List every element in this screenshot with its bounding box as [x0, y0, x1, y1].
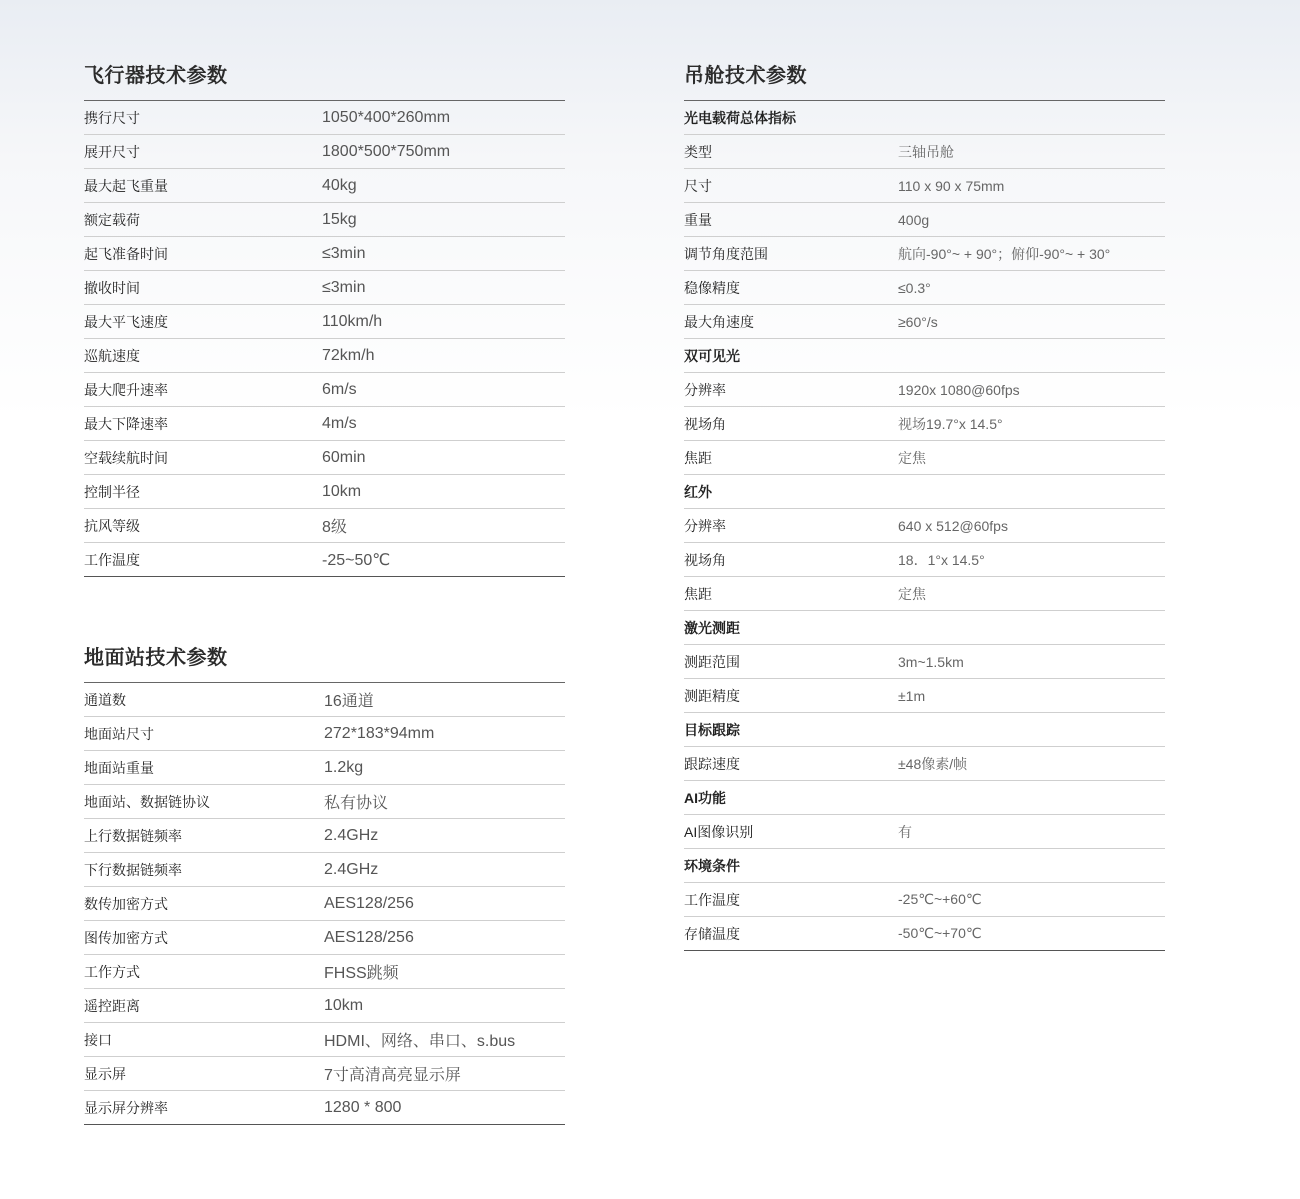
spec-row	[84, 1091, 565, 1125]
spec-row	[684, 815, 1165, 849]
spec-group-row	[684, 611, 1165, 645]
spec-value: 2.4GHz	[324, 860, 379, 878]
spec-row	[84, 853, 565, 887]
spec-value: 定焦	[898, 449, 926, 466]
spec-value: 4m/s	[322, 414, 357, 432]
spec-row	[684, 509, 1165, 543]
spec-value: 7寸高清高亮显示屏	[324, 1067, 461, 1084]
spec-row	[684, 679, 1165, 713]
spec-label: 工作温度	[684, 891, 740, 908]
spec-value: ±48像素/帧	[898, 755, 968, 772]
spec-row	[684, 441, 1165, 475]
spec-label: 数传加密方式	[84, 895, 168, 912]
ground-station-spec-title: 地面站技术参数	[84, 647, 228, 669]
spec-value: 三轴吊舱	[898, 143, 954, 160]
spec-value: 1800*500*750mm	[322, 142, 451, 160]
spec-value: 私有协议	[324, 795, 389, 812]
spec-row	[84, 819, 565, 853]
spec-row	[84, 955, 565, 989]
spec-value: 18．1°x 14.5°	[898, 551, 985, 568]
spec-row	[84, 441, 565, 475]
spec-row	[84, 887, 565, 921]
spec-label: 最大下降速率	[84, 415, 168, 432]
spec-label: 工作温度	[84, 551, 140, 568]
spec-value: 10km	[324, 996, 364, 1014]
spec-label: 巡航速度	[84, 347, 140, 364]
spec-value: 15kg	[322, 210, 357, 228]
spec-label: 存储温度	[684, 925, 740, 942]
spec-value: 1.2kg	[324, 758, 364, 776]
ground-station-spec-table	[84, 682, 565, 1125]
spec-label: 最大起飞重量	[84, 177, 168, 194]
spec-label: 工作方式	[84, 963, 140, 980]
spec-row	[84, 169, 565, 203]
spec-label: 图传加密方式	[84, 929, 168, 946]
spec-row	[684, 237, 1165, 271]
spec-row	[684, 883, 1165, 917]
spec-row	[84, 717, 565, 751]
spec-label: 分辨率	[684, 381, 726, 398]
spec-label: 测距精度	[684, 687, 740, 704]
spec-row	[684, 135, 1165, 169]
aircraft-spec-title: 飞行器技术参数	[84, 65, 228, 87]
spec-value: 110km/h	[322, 312, 383, 330]
spec-label: 跟踪速度	[684, 755, 740, 772]
spec-row	[84, 921, 565, 955]
spec-label: 最大角速度	[684, 313, 754, 330]
spec-value: 视场19.7°x 14.5°	[898, 415, 1003, 432]
spec-value: -25℃~+60℃	[898, 891, 982, 907]
spec-value: 1920x 1080@60fps	[898, 381, 1020, 398]
spec-label: 重量	[684, 211, 712, 228]
spec-value: AES128/256	[324, 928, 414, 946]
spec-label: 尺寸	[684, 177, 712, 194]
spec-label: 通道数	[84, 691, 126, 708]
spec-value: ≤3min	[322, 278, 366, 296]
spec-value: 3m~1.5km	[898, 653, 964, 670]
spec-row	[84, 237, 565, 271]
spec-group-row	[684, 475, 1165, 509]
spec-row	[684, 169, 1165, 203]
spec-label: 视场角	[684, 551, 726, 568]
spec-row	[84, 475, 565, 509]
spec-label: 下行数据链频率	[84, 861, 182, 878]
spec-label: 空载续航时间	[84, 449, 168, 466]
spec-group-label: 光电载荷总体指标	[684, 109, 796, 126]
spec-label: 地面站尺寸	[84, 725, 154, 742]
spec-value: FHSS跳频	[324, 965, 399, 982]
spec-label: 最大爬升速率	[84, 381, 168, 398]
spec-row	[684, 203, 1165, 237]
spec-group-row	[684, 339, 1165, 373]
spec-label: AI图像识别	[684, 823, 754, 840]
spec-value: ≤3min	[322, 244, 366, 262]
spec-group-label: AI功能	[684, 789, 726, 806]
spec-group-label: 环境条件	[684, 857, 740, 874]
gimbal-spec-section	[684, 61, 1165, 951]
spec-value: 8级	[322, 519, 347, 536]
spec-value: 10km	[322, 482, 362, 500]
ground-station-spec-section	[84, 643, 565, 1125]
spec-label: 视场角	[684, 415, 726, 432]
spec-value: 272*183*94mm	[324, 724, 435, 742]
spec-label: 显示屏分辨率	[84, 1099, 168, 1116]
spec-group-label: 目标跟踪	[684, 721, 740, 738]
spec-label: 额定载荷	[84, 211, 140, 228]
spec-label: 稳像精度	[684, 279, 740, 296]
spec-value: 航向-90°~ + 90°；俯仰-90°~ + 30°	[898, 245, 1111, 262]
spec-group-row	[684, 781, 1165, 815]
gimbal-spec-title: 吊舱技术参数	[684, 65, 807, 87]
spec-row	[84, 1057, 565, 1091]
aircraft-spec-table	[84, 100, 565, 577]
spec-label: 显示屏	[84, 1065, 126, 1082]
spec-row	[684, 543, 1165, 577]
spec-label: 撤收时间	[84, 279, 140, 296]
spec-value: ≤0.3°	[898, 279, 931, 296]
spec-value: ≥60°/s	[898, 313, 938, 330]
spec-value: HDMI、网络、串口、s.bus	[324, 1033, 516, 1050]
spec-value: 6m/s	[322, 380, 357, 398]
spec-group-row	[684, 713, 1165, 747]
spec-value: 定焦	[898, 585, 926, 602]
spec-group-label: 激光测距	[684, 619, 740, 636]
spec-group-label: 红外	[684, 483, 712, 500]
spec-row	[684, 645, 1165, 679]
spec-row	[84, 785, 565, 819]
spec-row	[84, 339, 565, 373]
aircraft-spec-section	[84, 61, 565, 577]
spec-label: 分辨率	[684, 517, 726, 534]
spec-label: 焦距	[684, 449, 712, 466]
spec-label: 地面站、数据链协议	[84, 793, 210, 810]
spec-value: 400g	[898, 211, 930, 228]
spec-row	[684, 271, 1165, 305]
spec-group-row	[684, 101, 1165, 135]
spec-group-row	[684, 849, 1165, 883]
spec-label: 测距范围	[684, 653, 740, 670]
spec-row	[684, 747, 1165, 781]
spec-value: 72km/h	[322, 346, 375, 364]
spec-row	[684, 407, 1165, 441]
spec-row	[84, 751, 565, 785]
spec-value: 40kg	[322, 176, 357, 194]
spec-label: 焦距	[684, 585, 712, 602]
spec-label: 类型	[684, 143, 712, 160]
spec-row	[84, 407, 565, 441]
spec-group-label: 双可见光	[684, 347, 740, 364]
spec-value: 1050*400*260mm	[322, 108, 451, 126]
spec-value: 有	[898, 823, 912, 840]
spec-label: 携行尺寸	[84, 109, 140, 126]
gimbal-spec-table	[684, 100, 1165, 951]
spec-row	[684, 917, 1165, 951]
spec-row	[684, 305, 1165, 339]
spec-value: 2.4GHz	[324, 826, 379, 844]
spec-row	[84, 203, 565, 237]
spec-label: 地面站重量	[84, 759, 154, 776]
spec-label: 接口	[84, 1031, 112, 1048]
spec-row	[84, 271, 565, 305]
spec-row	[84, 373, 565, 407]
spec-row	[84, 101, 565, 135]
spec-value: 60min	[322, 448, 366, 466]
spec-row	[84, 543, 565, 577]
spec-value: -50℃~+70℃	[898, 925, 982, 941]
spec-value: 640 x 512@60fps	[898, 517, 1008, 534]
spec-label: 最大平飞速度	[84, 313, 168, 330]
spec-row	[84, 509, 565, 543]
spec-row	[84, 683, 565, 717]
spec-value: AES128/256	[324, 894, 414, 912]
spec-label: 控制半径	[84, 483, 140, 500]
spec-value: -25~50℃	[322, 551, 391, 569]
spec-value: 1280 * 800	[324, 1098, 402, 1116]
spec-label: 抗风等级	[84, 517, 140, 534]
spec-row	[684, 577, 1165, 611]
spec-label: 上行数据链频率	[84, 827, 182, 844]
spec-value: 110 x 90 x 75mm	[898, 177, 1005, 194]
spec-row	[84, 305, 565, 339]
spec-label: 起飞准备时间	[84, 245, 168, 262]
spec-row	[84, 135, 565, 169]
spec-label: 遥控距离	[84, 997, 140, 1014]
spec-value: 16通道	[324, 693, 374, 710]
spec-row	[84, 989, 565, 1023]
spec-label: 调节角度范围	[684, 245, 768, 262]
spec-value: ±1m	[898, 687, 926, 704]
spec-row	[684, 373, 1165, 407]
spec-label: 展开尺寸	[84, 143, 140, 160]
spec-row	[84, 1023, 565, 1057]
